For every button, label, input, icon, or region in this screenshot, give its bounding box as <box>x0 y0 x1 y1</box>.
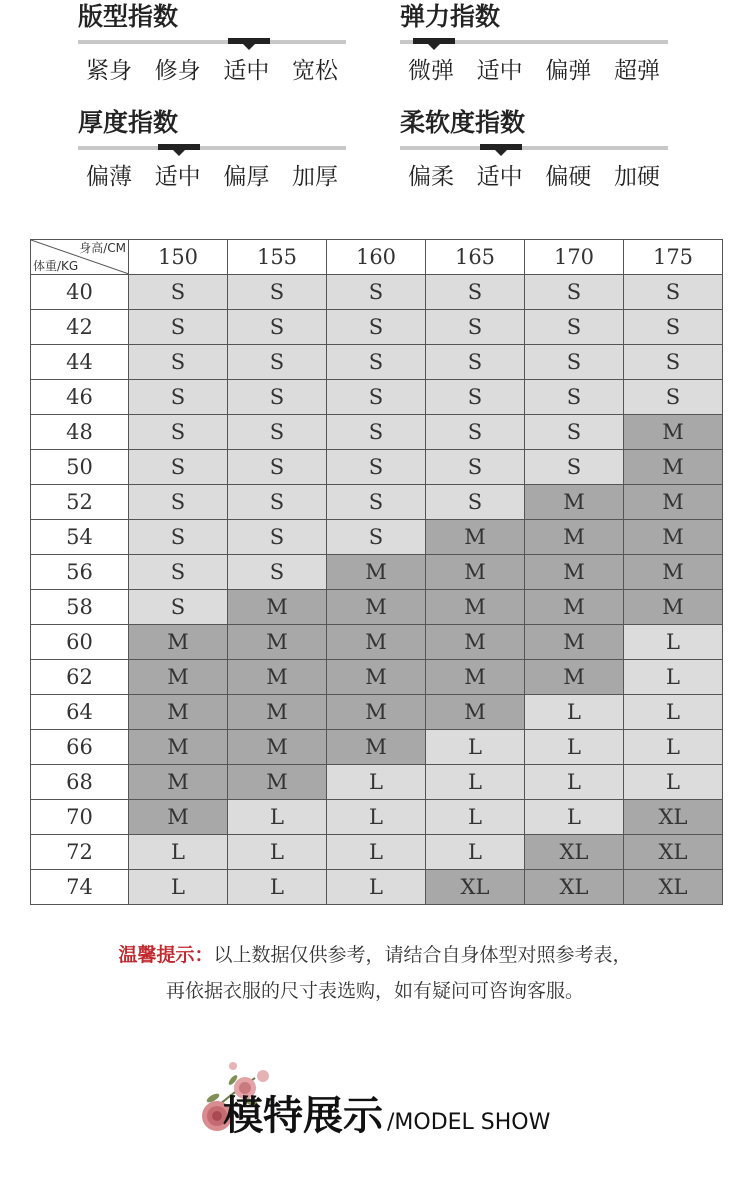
size-chart-header-row <box>31 240 723 275</box>
weight-cell: 64 <box>31 695 129 730</box>
index-title: 柔软度指数 <box>400 108 526 137</box>
corner-cell <box>31 240 129 275</box>
table-row <box>31 695 723 730</box>
size-cell: S <box>129 275 228 310</box>
size-cell: S <box>327 345 426 380</box>
model-show-heading <box>195 1058 575 1148</box>
index-options <box>400 158 668 191</box>
size-cell: L <box>525 765 624 800</box>
size-cell: L <box>525 800 624 835</box>
size-cell: S <box>426 380 525 415</box>
size-cell: S <box>426 345 525 380</box>
index-selected-marker <box>158 144 200 150</box>
size-cell: M <box>624 485 723 520</box>
weight-cell: 44 <box>31 345 129 380</box>
size-cell: M <box>129 695 228 730</box>
table-row <box>31 590 723 625</box>
size-cell: M <box>426 625 525 660</box>
size-cell: M <box>426 695 525 730</box>
table-row <box>31 800 723 835</box>
table-row <box>31 625 723 660</box>
size-cell: M <box>228 625 327 660</box>
size-cell: L <box>426 730 525 765</box>
index-options <box>400 52 668 85</box>
size-cell: S <box>228 380 327 415</box>
weight-cell: 74 <box>31 870 129 905</box>
index-option: 超弹 <box>613 58 660 84</box>
size-cell: S <box>129 310 228 345</box>
table-row <box>31 730 723 765</box>
size-cell: S <box>525 310 624 345</box>
size-cell: L <box>525 730 624 765</box>
size-cell: S <box>525 415 624 450</box>
size-cell: XL <box>525 870 624 905</box>
size-cell: M <box>525 590 624 625</box>
size-cell: M <box>228 695 327 730</box>
index-option: 加硬 <box>613 164 660 190</box>
weight-cell: 52 <box>31 485 129 520</box>
size-cell: M <box>525 660 624 695</box>
size-cell: L <box>327 765 426 800</box>
size-cell: S <box>129 415 228 450</box>
size-cell: S <box>129 590 228 625</box>
index-option: 适中 <box>223 58 270 84</box>
index-scale-bar <box>400 40 668 44</box>
size-cell: S <box>426 450 525 485</box>
table-row <box>31 415 723 450</box>
height-header-cell: 175 <box>624 240 723 275</box>
size-cell: M <box>228 730 327 765</box>
weight-axis-label: 体重/KG <box>33 259 79 273</box>
weight-cell: 50 <box>31 450 129 485</box>
index-option: 偏薄 <box>86 164 132 190</box>
model-show-subtitle: /MODEL SHOW <box>387 1110 551 1135</box>
size-cell: S <box>327 310 426 345</box>
tip-line-2: 再依据衣服的尺寸表选购，如有疑问可咨询客服。 <box>165 980 584 1002</box>
index-softness <box>400 106 668 198</box>
tip-label: 温馨提示： <box>118 944 214 966</box>
size-cell: XL <box>624 870 723 905</box>
size-cell: S <box>624 275 723 310</box>
size-cell: M <box>327 695 426 730</box>
weight-cell: 54 <box>31 520 129 555</box>
size-cell: S <box>327 520 426 555</box>
table-row <box>31 660 723 695</box>
index-title: 弹力指数 <box>400 2 501 31</box>
size-cell: L <box>129 870 228 905</box>
size-cell: L <box>624 660 723 695</box>
size-cell: M <box>129 625 228 660</box>
index-scale-bar <box>400 146 668 150</box>
size-cell: S <box>624 345 723 380</box>
size-cell: S <box>525 450 624 485</box>
index-scale-bar <box>78 40 346 44</box>
size-cell: L <box>228 870 327 905</box>
table-row <box>31 520 723 555</box>
size-cell: L <box>327 870 426 905</box>
size-cell: M <box>624 555 723 590</box>
table-row <box>31 485 723 520</box>
index-option: 加厚 <box>291 164 338 190</box>
size-cell: S <box>624 380 723 415</box>
index-title: 版型指数 <box>78 2 179 31</box>
index-option: 紧身 <box>86 58 132 84</box>
size-cell: S <box>525 380 624 415</box>
size-cell: M <box>525 625 624 660</box>
size-cell: L <box>624 730 723 765</box>
weight-cell: 70 <box>31 800 129 835</box>
size-cell: M <box>426 520 525 555</box>
index-fit <box>78 0 346 92</box>
table-row <box>31 310 723 345</box>
weight-cell: 58 <box>31 590 129 625</box>
index-option: 适中 <box>476 58 523 84</box>
weight-cell: 40 <box>31 275 129 310</box>
index-selected-marker <box>413 38 455 44</box>
index-scale-bar <box>78 146 346 150</box>
table-row <box>31 275 723 310</box>
size-cell: S <box>327 415 426 450</box>
size-cell: L <box>624 695 723 730</box>
index-options <box>78 158 346 191</box>
index-elasticity <box>400 0 668 92</box>
size-cell: M <box>228 765 327 800</box>
table-row <box>31 870 723 905</box>
index-selected-marker <box>228 38 270 44</box>
size-cell: M <box>426 660 525 695</box>
table-row <box>31 555 723 590</box>
size-cell: M <box>129 730 228 765</box>
weight-cell: 60 <box>31 625 129 660</box>
size-cell: S <box>228 555 327 590</box>
table-row <box>31 380 723 415</box>
index-option: 偏硬 <box>545 164 592 190</box>
index-option: 适中 <box>154 164 201 190</box>
size-cell: L <box>327 800 426 835</box>
size-cell: M <box>129 800 228 835</box>
height-axis-label: 身高/CM <box>79 241 126 255</box>
size-cell: XL <box>624 800 723 835</box>
index-selected-marker <box>480 144 522 150</box>
size-cell: L <box>624 765 723 800</box>
size-cell: L <box>228 835 327 870</box>
tip-text: 以上数据仅供参考，请结合自身体型对照参考表， <box>213 944 632 966</box>
size-cell: S <box>228 345 327 380</box>
index-option: 偏弹 <box>545 58 592 84</box>
tip-line-1 <box>0 940 750 967</box>
size-cell: M <box>129 660 228 695</box>
size-cell: M <box>426 555 525 590</box>
index-option: 宽松 <box>291 58 338 84</box>
index-thickness <box>78 106 346 198</box>
table-row <box>31 835 723 870</box>
index-options <box>78 52 346 85</box>
size-cell: S <box>426 310 525 345</box>
size-cell: S <box>228 415 327 450</box>
index-option: 偏厚 <box>223 164 270 190</box>
size-cell: S <box>228 310 327 345</box>
size-cell: M <box>129 765 228 800</box>
size-cell: XL <box>624 835 723 870</box>
size-cell: M <box>327 730 426 765</box>
index-option: 微弹 <box>408 58 454 84</box>
size-cell: M <box>426 590 525 625</box>
weight-cell: 66 <box>31 730 129 765</box>
size-cell: S <box>228 485 327 520</box>
size-cell: S <box>129 380 228 415</box>
weight-cell: 48 <box>31 415 129 450</box>
size-cell: S <box>129 520 228 555</box>
model-show-title: 模特展示 <box>223 1093 383 1139</box>
height-header-cell: 170 <box>525 240 624 275</box>
size-cell: M <box>228 660 327 695</box>
size-cell: S <box>327 450 426 485</box>
size-cell: L <box>426 835 525 870</box>
index-title: 厚度指数 <box>78 108 179 137</box>
size-cell: S <box>129 485 228 520</box>
size-cell: L <box>426 765 525 800</box>
size-cell: S <box>426 275 525 310</box>
size-cell: M <box>525 485 624 520</box>
weight-cell: 62 <box>31 660 129 695</box>
size-cell: M <box>327 660 426 695</box>
table-row <box>31 765 723 800</box>
size-cell: S <box>426 485 525 520</box>
size-chart-table <box>30 239 723 905</box>
weight-cell: 68 <box>31 765 129 800</box>
size-cell: S <box>228 450 327 485</box>
size-cell: M <box>327 590 426 625</box>
size-cell: S <box>525 345 624 380</box>
size-cell: S <box>129 345 228 380</box>
size-cell: S <box>525 275 624 310</box>
size-cell: S <box>327 380 426 415</box>
size-cell: M <box>525 520 624 555</box>
size-cell: M <box>624 590 723 625</box>
size-cell: L <box>426 800 525 835</box>
height-header-cell: 160 <box>327 240 426 275</box>
size-cell: S <box>228 275 327 310</box>
weight-cell: 56 <box>31 555 129 590</box>
size-cell: M <box>327 555 426 590</box>
size-cell: M <box>525 555 624 590</box>
table-row <box>31 345 723 380</box>
size-cell: M <box>624 520 723 555</box>
size-cell: S <box>228 520 327 555</box>
index-option: 修身 <box>154 58 201 84</box>
height-header-cell: 155 <box>228 240 327 275</box>
size-cell: L <box>327 835 426 870</box>
size-cell: L <box>624 625 723 660</box>
size-cell: XL <box>525 835 624 870</box>
size-cell: L <box>129 835 228 870</box>
size-cell: L <box>228 800 327 835</box>
size-cell: M <box>228 590 327 625</box>
size-cell: M <box>624 415 723 450</box>
size-cell: XL <box>426 870 525 905</box>
size-cell: L <box>525 695 624 730</box>
weight-cell: 72 <box>31 835 129 870</box>
weight-cell: 42 <box>31 310 129 345</box>
size-cell: M <box>624 450 723 485</box>
index-option: 适中 <box>476 164 523 190</box>
size-cell: S <box>624 310 723 345</box>
size-cell: S <box>129 450 228 485</box>
size-cell: S <box>327 275 426 310</box>
weight-cell: 46 <box>31 380 129 415</box>
size-cell: S <box>426 415 525 450</box>
size-cell: S <box>129 555 228 590</box>
size-chart-body <box>31 275 723 905</box>
size-cell: S <box>327 485 426 520</box>
size-cell: M <box>327 625 426 660</box>
height-header-cell: 150 <box>129 240 228 275</box>
index-option: 偏柔 <box>408 164 454 190</box>
height-header-cell: 165 <box>426 240 525 275</box>
table-row <box>31 450 723 485</box>
